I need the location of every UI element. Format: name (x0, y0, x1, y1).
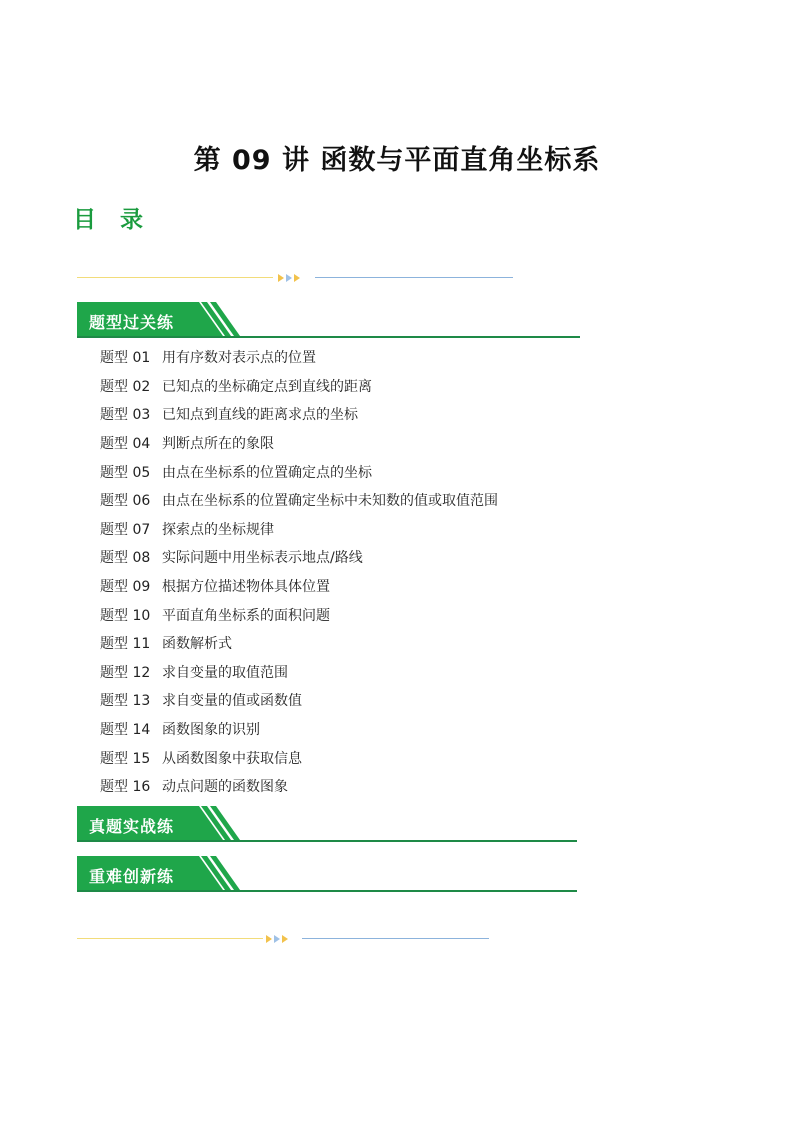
list-item[interactable]: 题型 16 动点问题的函数图象 (100, 779, 288, 796)
list-item[interactable]: 题型 07 探索点的坐标规律 (100, 521, 274, 538)
list-item[interactable]: 题型 15 从函数图象中获取信息 (100, 750, 302, 767)
list-item[interactable]: 题型 05 由点在坐标系的位置确定点的坐标 (100, 464, 372, 481)
list-item[interactable]: 题型 10 平面直角坐标系的面积问题 (100, 607, 330, 624)
section-label: 重难创新练 (89, 867, 175, 886)
page-title: 第 09 讲 函数与平面直角坐标系 (193, 145, 601, 176)
bottom-divider (77, 934, 489, 944)
list-item[interactable]: 题型 02 已知点的坐标确定点到直线的距离 (100, 378, 372, 395)
list-item[interactable]: 题型 08 实际问题中用坐标表示地点/路线 (100, 550, 363, 567)
list-item[interactable]: 题型 12 求自变量的取值范围 (100, 664, 288, 681)
section-label: 题型过关练 (89, 313, 175, 332)
item-list (100, 343, 498, 801)
section-label: 真题实战练 (89, 817, 175, 836)
section-banner-real (77, 806, 577, 842)
list-item[interactable]: 题型 06 由点在坐标系的位置确定坐标中未知数的值或取值范围 (100, 493, 498, 510)
list-item[interactable]: 题型 01 用有序数对表示点的位置 (100, 350, 316, 367)
triple-arrow-icon (278, 273, 302, 283)
section-banner-hard (77, 856, 577, 892)
list-item[interactable]: 题型 09 根据方位描述物体具体位置 (100, 579, 330, 596)
list-item[interactable]: 题型 14 函数图象的识别 (100, 722, 260, 739)
triple-arrow-icon (266, 934, 290, 944)
toc-heading: 目 录 (73, 207, 152, 233)
list-item[interactable]: 题型 04 判断点所在的象限 (100, 436, 274, 453)
list-item[interactable]: 题型 13 求自变量的值或函数值 (100, 693, 302, 710)
section-banner-practice (77, 302, 580, 338)
list-item[interactable]: 题型 11 函数解析式 (100, 636, 232, 653)
top-divider (77, 273, 513, 283)
list-item[interactable]: 题型 03 已知点到直线的距离求点的坐标 (100, 407, 358, 424)
